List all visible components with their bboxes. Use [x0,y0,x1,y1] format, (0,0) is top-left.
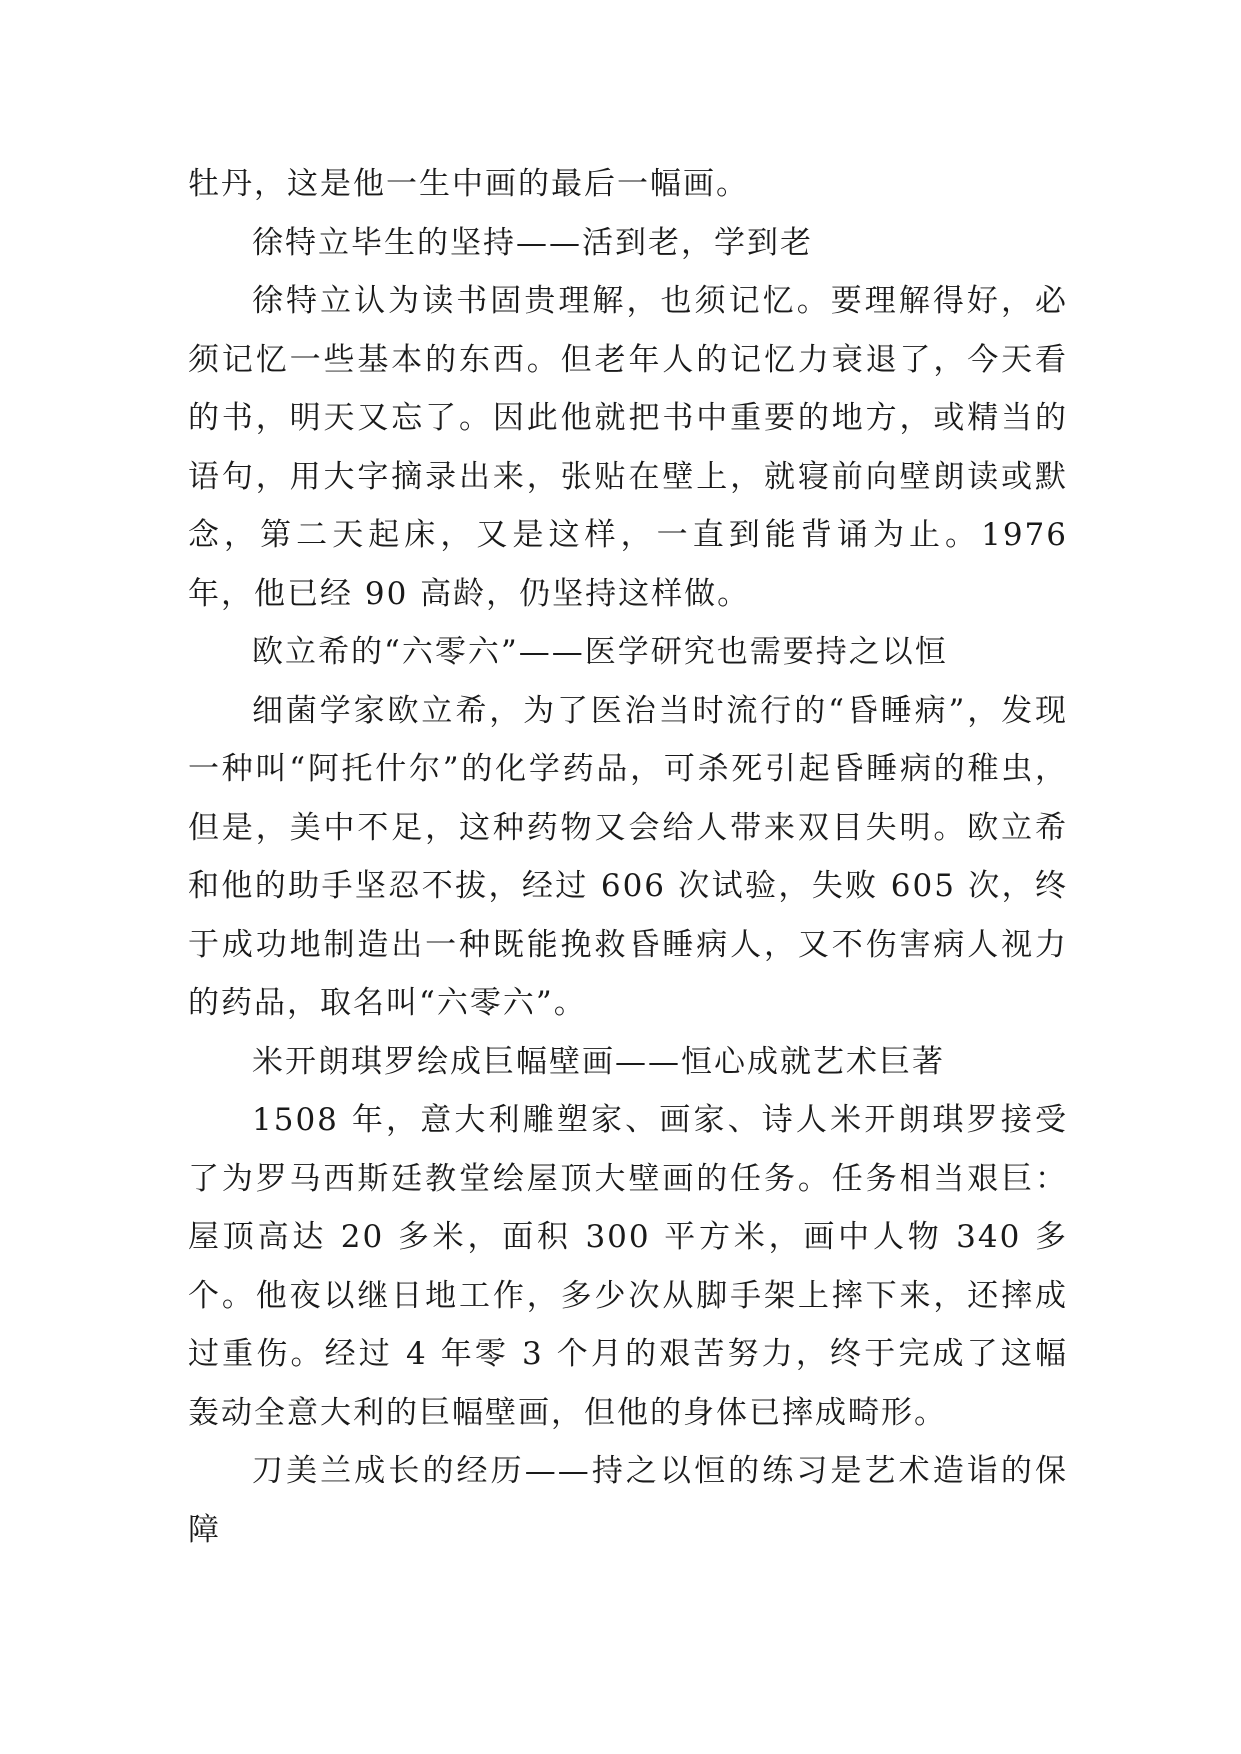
paragraph-michelangelo: 1508 年，意大利雕塑家、画家、诗人米开朗琪罗接受了为罗马西斯廷教堂绘屋顶大壁画的任务。任务相当艰巨：屋顶高达 20 多米，面积 300 平方米，画中人物 340 多个。他夜以继日地工作，多少次从脚手架上摔下来，还摔成过重伤。经过 4 年零 3 个月的艰苦努力，终于完成了这幅轰动全意大利的巨幅壁画，但他的身体已摔成畸形。 [188,1102,1068,1431]
section-heading-xu-teli: 徐特立毕生的坚持——活到老，学到老 [252,224,813,261]
paragraph-ehrlich: 细菌学家欧立希，为了医治当时流行的“昏睡病”，发现一种叫“阿托什尔”的化学药品，可杀死引起昏睡病的稚虫，但是，美中不足，这种药物又会给人带来双目失明。欧立希和他的助手坚忍不拔，经过 606 次试验，失败 605 次，终于成功地制造出一种既能挽救昏睡病人，又不伤害病人视力的药品，取名叫“六零六”。 [188,692,1068,1021]
section-heading-dao-meilan: 刀美兰成长的经历——持之以恒的练习是艺术造诣的保障 [188,1453,1068,1548]
section-heading-michelangelo: 米开朗琪罗绘成巨幅壁画——恒心成就艺术巨著 [252,1043,945,1080]
document-body [188,155,1068,1559]
paragraph-xu-teli: 徐特立认为读书固贵理解，也须记忆。要理解得好，必须记忆一些基本的东西。但老年人的记忆力衰退了，今天看的书，明天又忘了。因此他就把书中重要的地方，或精当的语句，用大字摘录出来，张贴在壁上，就寝前向壁朗读或默念，第二天起床，又是这样，一直到能背诵为止。1976 年，他已经 90 高龄，仍坚持这样做。 [188,283,1068,612]
paragraph-continuation: 牡丹，这是他一生中画的最后一幅画。 [188,166,749,202]
section-heading-ehrlich: 欧立希的“六零六”——医学研究也需要持之以恒 [252,634,948,670]
